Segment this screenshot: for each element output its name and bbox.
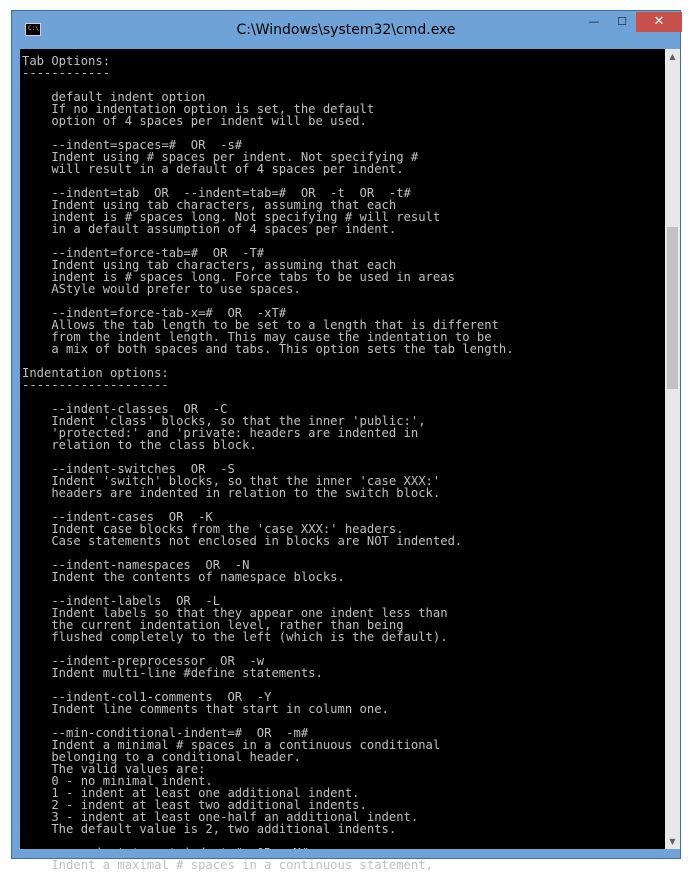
console-line: If no indentation option is set, the default <box>22 102 375 116</box>
console-line: Indent a maximal # spaces in a continuous statement, <box>22 858 433 872</box>
title-bar[interactable] <box>12 11 680 49</box>
console-line: 0 - no minimal indent. <box>22 774 213 788</box>
console-line: Indent using tab characters, assuming that each <box>22 198 397 212</box>
console-line: Indent multi-line #define statements. <box>22 666 323 680</box>
scroll-thumb[interactable] <box>667 227 678 389</box>
console-line: Indent line comments that start in column one. <box>22 702 389 716</box>
console-text <box>20 49 665 871</box>
console-line: a mix of both spaces and tabs. This option sets the tab length. <box>22 342 514 356</box>
console-line: The default value is 2, two additional indents. <box>22 822 397 836</box>
console-line: The valid values are: <box>22 762 206 776</box>
console-line: Tab Options: <box>22 54 111 68</box>
console-line: --indent=force-tab-x=# OR -xT# <box>22 306 287 320</box>
console-line: option of 4 spaces per indent will be used. <box>22 114 367 128</box>
console-line: from the indent length. This may cause the indentation to be <box>22 330 492 344</box>
scroll-up-arrow-icon[interactable]: ▲ <box>669 52 676 61</box>
minimize-icon: — <box>588 15 600 28</box>
console-line: Indent 'class' blocks, so that the inner 'public:', <box>22 414 426 428</box>
cmd-window <box>11 10 681 872</box>
console-line: --indent-cases OR -K <box>22 510 213 524</box>
console-line: flushed completely to the left (which is the default). <box>22 630 448 644</box>
console-line: --indent-labels OR -L <box>22 594 221 608</box>
close-icon: ✕ <box>653 14 665 29</box>
console-line: Indent using tab characters, assuming that each <box>22 258 397 272</box>
console-line: --indent-switches OR -S <box>22 462 235 476</box>
console-line: --indent-col1-comments OR -Y <box>22 690 272 704</box>
console-line: AStyle would prefer to use spaces. <box>22 282 301 296</box>
console-line: 3 - indent at least one-half an additional indent. <box>22 810 419 824</box>
console-line: Indent the contents of namespace blocks. <box>22 570 345 584</box>
minimize-button[interactable] <box>580 12 608 32</box>
console-line: will result in a default of 4 spaces per indent. <box>22 162 404 176</box>
close-button[interactable] <box>636 12 682 32</box>
vertical-scrollbar[interactable] <box>665 49 680 849</box>
maximize-icon: ☐ <box>617 15 627 28</box>
console-line: Indent labels so that they appear one indent less than <box>22 606 448 620</box>
maximize-button[interactable] <box>608 12 636 32</box>
console-line: 1 - indent at least one additional indent. <box>22 786 360 800</box>
console-line: Indentation options: <box>22 366 169 380</box>
console-line: Indent using # spaces per indent. Not specifying # <box>22 150 419 164</box>
console-line: headers are indented in relation to the switch block. <box>22 486 441 500</box>
console-line: default indent option <box>22 90 206 104</box>
console-line: relation to the class block. <box>22 438 257 452</box>
console-line: --indent=spaces=# OR -s# <box>22 138 243 152</box>
console-line: the current indentation level, rather than being <box>22 618 404 632</box>
console-line: --indent-namespaces OR -N <box>22 558 250 572</box>
console-line: 'protected:' and 'private: headers are indented in <box>22 426 419 440</box>
console-line: --indent=tab OR --indent=tab=# OR -t OR -t# <box>22 186 411 200</box>
console-line: Case statements not enclosed in blocks are NOT indented. <box>22 534 463 548</box>
console-line: --min-conditional-indent=# OR -m# <box>22 726 309 740</box>
console-line: --indent-classes OR -C <box>22 402 228 416</box>
console-line: in a default assumption of 4 spaces per indent. <box>22 222 397 236</box>
console-line: Indent a minimal # spaces in a continuous conditional <box>22 738 441 752</box>
console-line: --indent=force-tab=# OR -T# <box>22 246 265 260</box>
console-line: Indent 'switch' blocks, so that the inner 'case XXX:' <box>22 474 441 488</box>
console-line: Indent case blocks from the 'case XXX:' headers. <box>22 522 404 536</box>
console-line: -------------------- <box>22 378 169 392</box>
console-line: 2 - indent at least two additional indents. <box>22 798 367 812</box>
console-line: ------------ <box>22 66 111 80</box>
console-line: indent is # spaces long. Not specifying # will result <box>22 210 441 224</box>
window-title: C:\Windows\system32\cmd.exe <box>236 22 456 38</box>
console-line: --indent-preprocessor OR -w <box>22 654 265 668</box>
scroll-down-arrow-icon[interactable]: ▼ <box>669 837 676 846</box>
console-line: indent is # spaces long. Force tabs to be used in areas <box>22 270 455 284</box>
console-output[interactable] <box>20 49 665 872</box>
window-bottom-border <box>12 849 680 858</box>
console-line: Allows the tab length to be set to a length that is different <box>22 318 499 332</box>
console-icon[interactable]: C:\ <box>25 23 41 36</box>
console-line: belonging to a conditional header. <box>22 750 301 764</box>
